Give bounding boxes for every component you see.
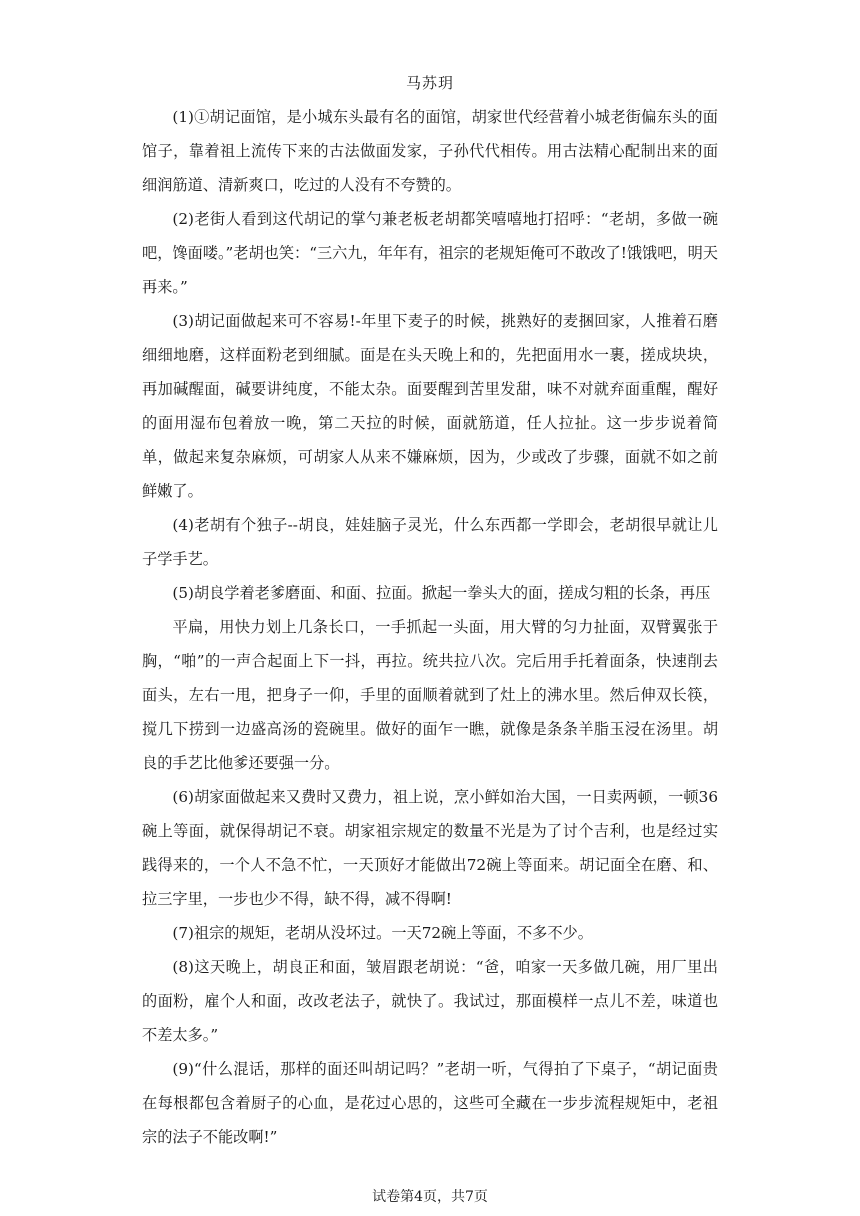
paragraph-4: (4)老胡有个独子--胡良，娃娃脑子灵光，什么东西都一学即会，老胡很早就让儿子学手艺。 — [142, 516, 718, 568]
paragraph-9: (9)“什么混话，那样的面还叫胡记吗？”老胡一听，气得拍了下桌子，“胡记面贵在每根都包含着厨子的心血，是花过心思的，这些可全藏在一步步流程规矩中，老祖宗的法子不能改啊!” — [142, 1060, 718, 1146]
paragraph-2: (2)老街人看到这代胡记的掌勺兼老板老胡都笑嘻嘻地打招呼：“老胡，多做一碗吧，馋面喽。”老胡也笑：“三六九，年年有，祖宗的老规矩俺可不敢改了!饿饿吧，明天再来。” — [142, 210, 718, 296]
author-name: 马苏玥 — [405, 74, 454, 92]
article-body — [142, 100, 718, 1154]
page-footer: 试卷第4页，共7页 — [372, 1189, 488, 1205]
paragraph-3: (3)胡记面做起来可不容易!-年里下麦子的时候，挑熟好的麦捆回家，人推着石磨细细地磨，这样面粉老到细腻。面是在头天晚上和的，先把面用水一裹，搓成块块，再加碱醒面，碱要讲纯度，不能太杂。面要醒到苦里发甜，味不对就弃面重醒，醒好的面用湿布包着放一晚，第二天拉的时候，面就筋道，任人拉扯。这一步步说着简单，做起来复杂麻烦，可胡家人从来不嫌麻烦，因为，少或改了步骤，面就不如之前鲜嫩了。 — [142, 312, 718, 500]
paragraph-8: (8)这天晚上，胡良正和面，皱眉跟老胡说：“爸，咱家一天多做几碗，用厂里出的面粉，雇个人和面，改改老法子，就快了。我试过，那面模样一点儿不差，味道也不差太多。” — [142, 958, 718, 1044]
paragraph-6: (6)胡家面做起来又费时又费力，祖上说，烹小鲜如治大国，一日卖两顿，一顿36碗上等面，就保得胡记不衰。胡家祖宗规定的数量不光是为了讨个吉利，也是经过实践得来的，一个人不急不忙，一天顶好才能做出72碗上等面来。胡记面全在磨、和、拉三字里，一步也少不得，缺不得，减不得啊! — [142, 788, 718, 908]
paragraph-5-continued: 平扁，用快力划上几条长口，一手抓起一头面，用大臂的匀力扯面，双臂翼张于胸，“啪”的一声合起面上下一抖，再拉。统共拉八次。完后用手托着面条，快速削去面头，左右一甩，把身子一仰，手里的面顺着就到了灶上的沸水里。然后伸双长筷，搅几下捞到一边盛高汤的瓷碗里。做好的面乍一瞧，就像是条条羊脂玉浸在汤里。胡良的手艺比他爹还要强一分。 — [142, 618, 718, 772]
paragraph-7: (7)祖宗的规矩，老胡从没坏过。一天72碗上等面，不多不少。 — [172, 924, 593, 942]
paragraph-1: (1)①胡记面馆，是小城东头最有名的面馆，胡家世代经营着小城老街偏东头的面馆子，靠着祖上流传下来的古法做面发家，子孙代代相传。用古法精心配制出来的面细润筋道、清新爽口，吃过的人没有不夸赞的。 — [142, 108, 718, 194]
paragraph-5: (5)胡良学着老爹磨面、和面、拉面。掀起一拳头大的面，搓成匀粗的长条，再压 — [172, 584, 711, 602]
